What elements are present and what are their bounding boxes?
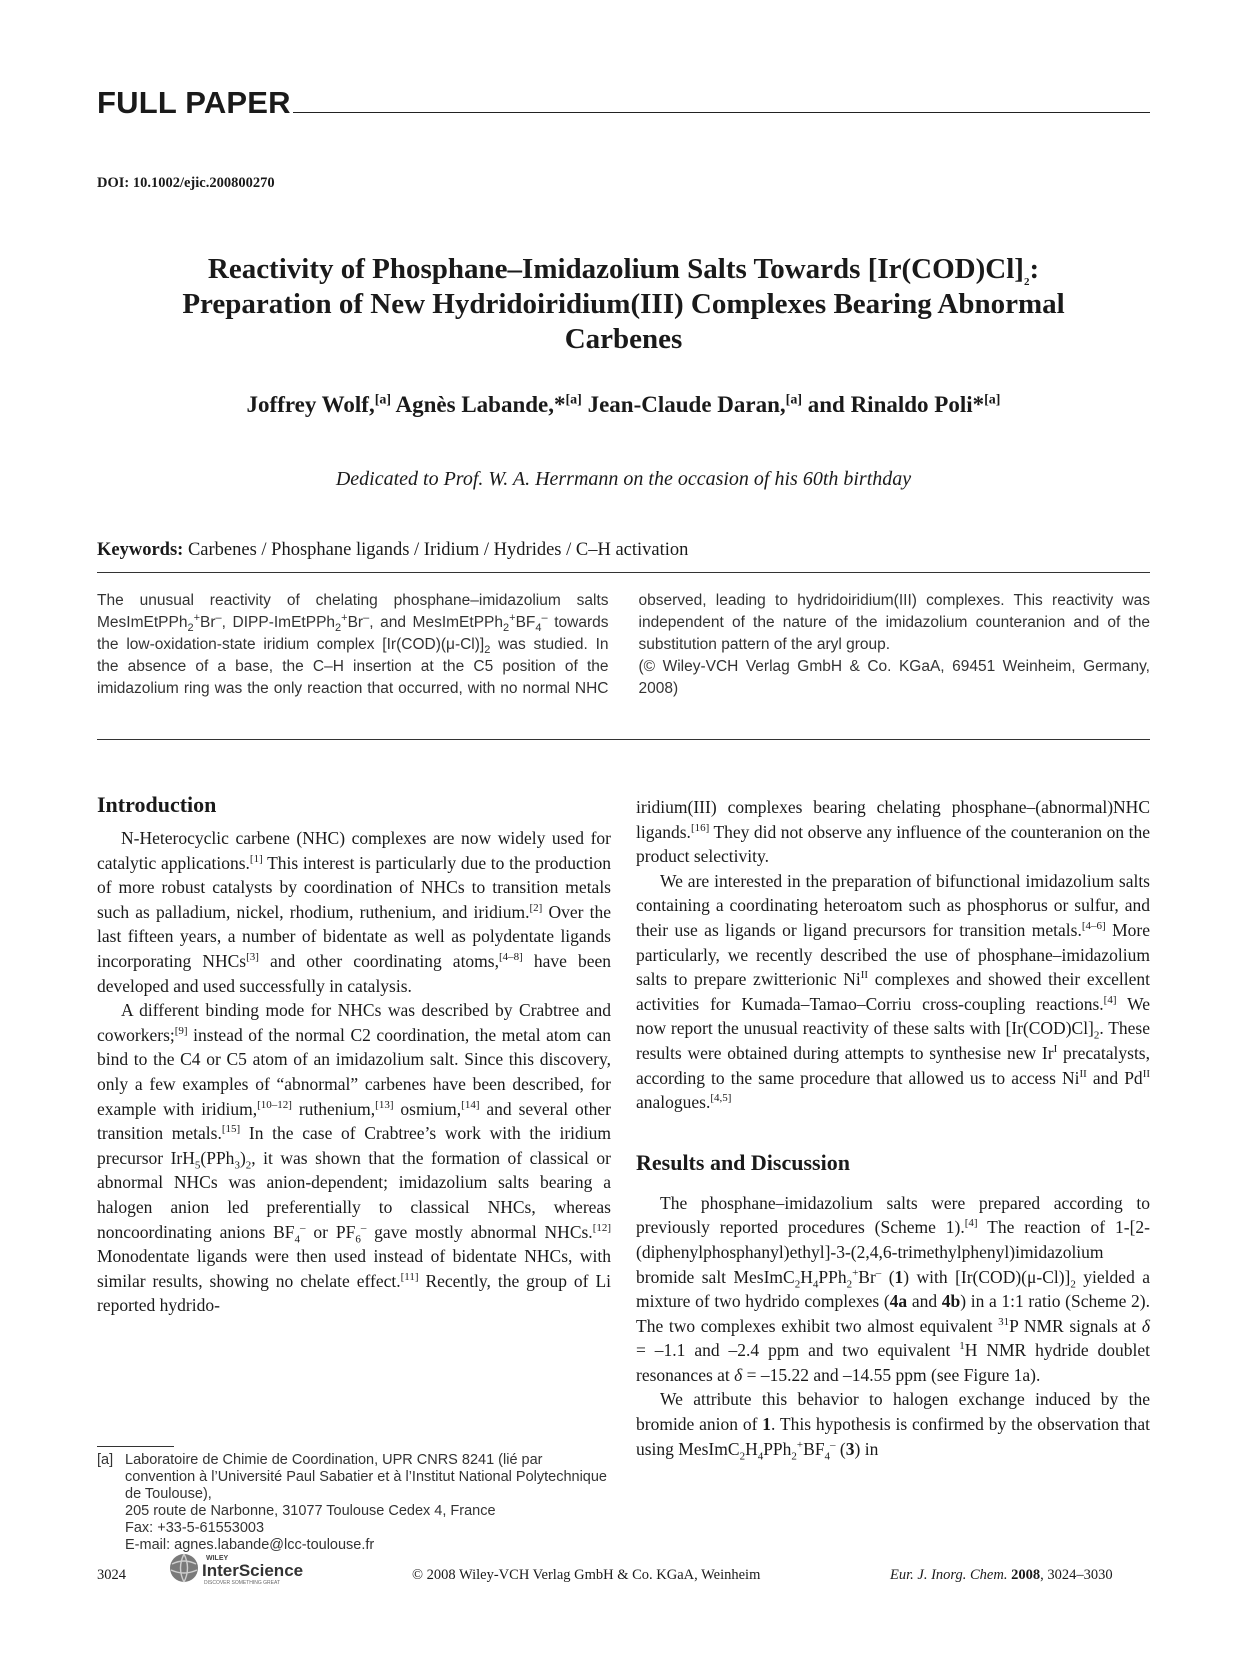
footer-copyright: © 2008 Wiley-VCH Verlag GmbH & Co. KGaA, Weinheim [412, 1567, 761, 1583]
abstract-bottom-rule [97, 739, 1150, 740]
results-paragraph-1: The phosphane–imidazolium salts were prepared according to previously reported procedures (Scheme 1).[4] The reaction of 1-[2-(diphenylphosphanyl)ethyl]-3-(2,4,6-trimethylphenyl)imidazolium bromide salt $MesImC_2H_4PPh_2^+Br^-$ (1) with $[Ir(COD)(\mu-Cl)]_2$ yielded a mixture of two hydrido complexes (4a and 4b) in a 1:1 ratio (Scheme 2). The two complexes exhibit two almost equivalent $^{31}$P NMR signals at δ = –1.1 and –2.4 ppm and two equivalent $^1$H NMR hydride doublet resonances at δ = –15.22 and –14.55 ppm (see Figure 1a). [636, 1192, 1151, 1385]
header-rule [293, 112, 1150, 113]
intro-paragraph-1: N-Heterocyclic carbene (NHC) complexes are now widely used for catalytic applications.[1] This interest is particularly due to the production of more robust catalysts by coordination of NHCs to transition metals such as palladium, nickel, rhodium, ruthenium, and iridium.[2] Over the last fifteen years, a number of bidentate as well as polydentate ligands incorporating NHCs[3] and other coordinating atoms,[4–8] have been developed and used successfully in catalysis. [97, 828, 612, 996]
footnote-tag: [a] [97, 1452, 114, 1468]
title-line-3: Carbenes [564, 323, 683, 355]
right-paragraph-1: We are interested in the preparation of bifunctional imidazolium salts containing a coordinating heteroatom such as phosphorus or sulfur, and their use as ligands or ligand precursors for transition metals.[4–6] More particularly, we recently described the use of phosphane–imidazolium salts to prepare zwitterionic $Ni^{II}$ complexes and showed their excellent activities for Kumada–Tamao–Corriu cross-coupling reactions.[4] We now report the unusual reactivity of these salts with $[Ir(COD)Cl]_2$. These results were obtained during attempts to synthesise new $Ir^I$ precatalysts, according to the same procedure that allowed us to access $Ni^{II}$ and $Pd^{II}$ analogues.[4,5] [636, 870, 1151, 1113]
abstract: The unusual reactivity of chelating phosphane–imidazolium salts MesImEtPPh$_2$+Br–, DIPP-ImEtPPh$_2$+Br–, and $MesImEtPPh_2^+BF_4^-$ towards the low-oxidation-state iridium complex $[Ir(COD)(\mu-Cl)]_2$ was studied. In the absence of a base, the C–H insertion at the C5 position of the imidazolium ring was the only reaction that occurred, with no normal NHC observed, leading to hydridoiridium(III) complexes. This reactivity was independent of the nature of the imidazolium counteranion and of the substitution pattern of the aryl group. (© Wiley-VCH Verlag GmbH & Co. KGaA, 69451 Weinheim, Germany, 2008) [97, 590, 1150, 700]
footnote-rule [97, 1446, 174, 1447]
abstract-top-rule [97, 572, 1150, 573]
introduction-heading: Introduction [97, 792, 217, 817]
interscience-logo [168, 1550, 340, 1586]
logo-main-text: InterScience [202, 1561, 304, 1580]
globe-icon [170, 1554, 198, 1582]
affiliation-footnote [97, 1452, 611, 1554]
column-left [97, 826, 611, 1318]
intro-paragraph-2: A different binding mode for NHCs was described by Crabtree and coworkers;[9] instead of the normal C2 coordination, the metal atom can bind to the C4 or C5 atom of an imidazolium salt. Since this discovery, only a few examples of “abnormal” carbenes have been described, for example with iridium,[10–12] ruthenium,[13] osmium,[14] and several other transition metals.[15] In the case of Crabtree’s work with the iridium precursor $IrH_5(PPh_3)_2$, it was shown that the formation of classical or abnormal NHCs was anion-dependent; imidazolium salts bearing a halogen anion led preferentially to classical NHCs, whereas noncoordinating anions $BF_4^-$ or $PF_6^-$ gave mostly abnormal NHCs.[12] Monodentate ligands were then used instead of bidentate NHCs, with similar results, showing no chelate effect.[11] Recently, the group of Li reported hydrido- [97, 1000, 612, 1316]
header [97, 78, 1150, 118]
title-line-1: Reactivity of Phosphane–Imidazolium Salts Towards $[Ir(COD)Cl]_2$: [207, 253, 1040, 288]
authors: Joffrey Wolf,[a] Agnès Labande,*[a] Jean-Claude Daran,[a] and Rinaldo Poli*[a] [246, 392, 1001, 417]
paper-title [97, 252, 1150, 357]
keywords: Keywords: Carbenes / Phosphane ligands / Iridium / Hydrides / C–H activation [97, 540, 689, 560]
dedication: Dedicated to Prof. W. A. Herrmann on the occasion of his 60th birthday [335, 468, 912, 490]
results-heading: Results and Discussion [636, 1149, 850, 1175]
email-line[interactable]: E-mail: agnes.labande@lcc-toulouse.fr [125, 1537, 375, 1553]
logo-top-text: WILEY [206, 1555, 229, 1562]
logo-tagline: DISCOVER SOMETHING GREAT [204, 1580, 281, 1586]
abstract-copyright: (© Wiley-VCH Verlag GmbH & Co. KGaA, 69451 Weinheim, Germany, 2008) [638, 658, 1150, 697]
column-right [636, 795, 1150, 1461]
affiliation-line: Laboratoire de Chimie de Coordination, UPR CNRS 8241 (lié par convention à l’Université Paul Sabatier et à l’Institut National Polytechnique de Toulouse), [125, 1452, 607, 1502]
section-label: FULL PAPER [97, 85, 291, 120]
page-number: 3024 [97, 1567, 126, 1583]
right-paragraph-0: iridium(III) complexes bearing chelating phosphane–(abnormal)NHC ligands.[16] They did not observe any influence of the counteranion on the product selectivity. [636, 797, 1150, 867]
title-line-2: Preparation of New Hydridoiridium(III) Complexes Bearing Abnormal [182, 288, 1065, 320]
fax-line: Fax: +33-5-61553003 [125, 1520, 265, 1536]
results-paragraph-2: We attribute this behavior to halogen exchange induced by the bromide anion of 1. This hypothesis is confirmed by the observation that using $MesImC_2H_4PPh_2^+BF_4^-$ (3) in [636, 1389, 1151, 1463]
doi: DOI: 10.1002/ejic.200800270 [97, 175, 275, 191]
address-line: 205 route de Narbonne, 31077 Toulouse Cedex 4, France [125, 1503, 496, 1519]
journal-citation: Eur. J. Inorg. Chem. 2008, 3024–3030 [890, 1567, 1113, 1583]
